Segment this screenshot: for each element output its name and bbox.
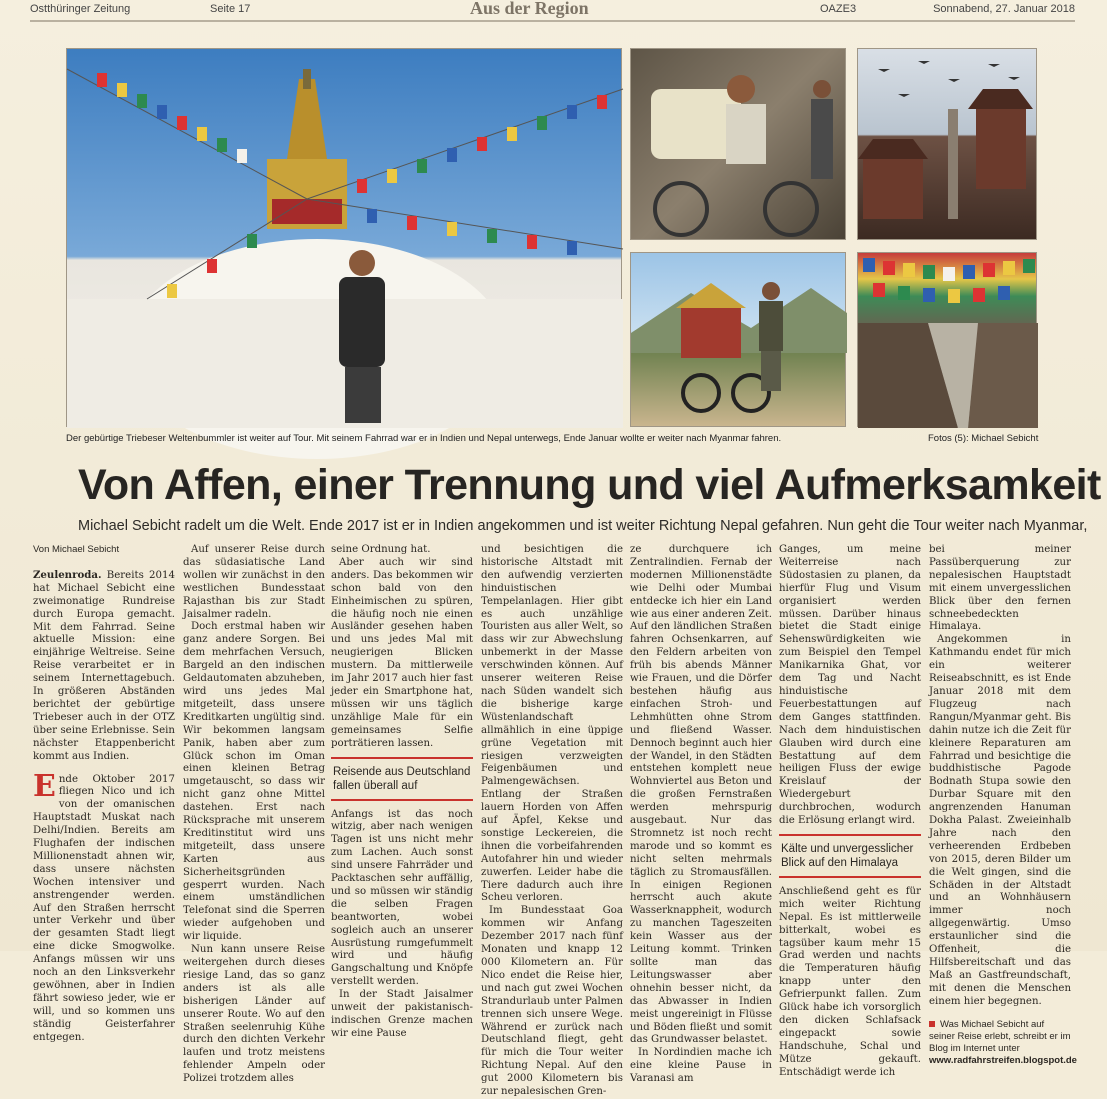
page-header xyxy=(30,0,1075,22)
photo-caption: Der gebürtige Triebeser Weltenbummler ist weiter auf Tour. Mit seinem Fahrrad war er in Indien und Nepal unterwegs, Ende Januar wollte er weiter nach Myanmar fahren. xyxy=(66,433,782,444)
body-paragraph: bei meiner Passüberquerung zur nepalesischen Hauptstadt mit einem unvergesslichen Blick über den fernen schneebedeckten Himalaya. xyxy=(929,544,1071,633)
article-column-4 xyxy=(481,544,623,1098)
photo-loaded-bicycle xyxy=(630,252,846,427)
blog-url: www.radfahrstreifen.blogspot.de xyxy=(929,1054,1077,1066)
body-paragraph: Doch erstmal haben wir ganz andere Sorgen. Bei dem mehrfachen Versuch, Bargeld an den indischen Geldautomaten abzuheben, wird uns jedes Mal mitgeteilt, dass unsere Kreditkarten ungültig sind. Wir bekommen langsam Panik, haben aber zum Glück schon im Oman einen kleinen Betrag umgetauscht, so dass wir nicht ganz ohne Mittel dastehen. Erst nach Rücksprache mit unserem Kreditinstitut wird uns mitgeteilt, dass unsere Karten aus Sicherheitsgründen gesperrt wurden. Nach einem umständlichen Telefonat sind die Sperren wieder aufgehoben und wir liquide. xyxy=(183,621,325,943)
body-paragraph: Anfangs ist das noch witzig, aber nach wenigen Tagen ist uns nicht mehr zum Lachen. Auch sonst sind unsere Fahrräder und Packtaschen sehr auffällig, und so müssen wir ständig die selben Fragen beantworten, wobei sogleich auch an unserer Ausrüstung rumgefummelt wird und häufig Gangschaltung und Knöpfe verstellt werden. xyxy=(331,808,473,988)
subheading: Kälte und unvergesslicher Blick auf den Himalaya xyxy=(779,834,921,878)
byline: Von Michael Sebicht xyxy=(33,544,120,555)
body-text: nde Oktober 2017 fliegen Nico und ich von der omanischen Hauptstadt Muskat nach Delhi/Indien. Bereits am Flughafen der indischen Millionenstadt ahnen wir, dass unsere nächsten Wochen intensiver und anstrengender werden. Auf den Straßen herrscht unter Verkehr und über der gesamten Stadt liegt eine dicke Smogwolke. Anfangs müssen wir uns noch an den Linksverkehr gewöhnen, aber in Indien fährt sowieso jeder, wie er will, und so kommen uns ständig Geisterfahrer entgegen. xyxy=(33,773,175,1043)
body-paragraph: und besichtigen die historische Altstadt mit den aufwendig verzierten hinduistischen Tempelanlagen. Hier gibt es auch unzählige Touristen aus aller Welt, so dass wir zur Abwechslung unbemerkt in der Masse verschwinden können. Auf unserer weiteren Reise nach Süden wandelt sich die bisherige karge Wüstenlandschaft allmählich in eine üppige grüne Vegetation mit riesigen verzweigten Feigenbäumen und Palmengewächsen. Entlang der Straßen lauern Horden von Affen auf Äpfel, Kekse und sonstige Leckereien, die ihnen die vorbeifahrenden Autofahrer hin und wieder zuwerfen. Leider habe die Tiere dadurch auch ihre Scheu verloren. xyxy=(481,544,623,904)
body-paragraph: Ganges, um meine Weiterreise nach Südostasien zu planen, da hierfür Flug und Visum organisiert werden müssen. Darüber hinaus bietet die Stadt einige Sehenswürdigkeiten wie zum Beispiel den Tempel Manikarnika Ghat, vor dem Tag und Nacht hinduistische Feuerbestattungen auf dem Ganges stattfinden. Nach dem hinduistischen Glauben wird durch eine Bestattung auf dem heiligen Fluss der ewige Kreislauf der Wiedergeburt durchbrochen, wodurch die Erlösung erlangt wird. xyxy=(779,544,921,827)
edition-code: OAZE3 xyxy=(820,3,857,15)
issue-date: Sonnabend, 27. Januar 2018 xyxy=(933,3,1075,15)
infobox-text: Was Michael Sebicht auf seiner Reise erlebt, schreibt er im Blog im Internet unter xyxy=(929,1018,1071,1054)
article-column-3 xyxy=(331,544,473,1039)
body-paragraph: ze durchquere ich Zentralindien. Fernab der modernen Millionenstädte wie Delhi oder Mumbai entdecke ich hier ein Land wie aus einer anderen Zeit. Auf den ländlichen Straßen fahren Ochsenkarren, auf den Feldern arbeiten von früh bis abends Männer wie Frauen, und die Dörfer bestehen häufig aus einfachen Stroh- und Lehmhütten ohne Strom und fließend Wasser. Dennoch beginnt auch hier der Wandel, in den Städten entstehen komplett neue Wohnviertel aus Beton und die großen Fernstraßen werden mehrspurig ausgebaut. Nur das Stromnetz ist noch recht marode und so kommt es nicht selten mehrmals täglich zu Stromausfällen. In einigen Regionen herrscht auch akute Wasserknappheit, wodurch zu manchen Tageszeiten kein Wasser aus der Leitung kommt. Trinken sollte man das Leitungswasser aber ohnehin besser nicht, da das Abwasser in Indien meist ungereinigt in Flüsse und Böden fließt und somit das Grundwasser belastet. xyxy=(630,544,772,1046)
body-paragraph: Anschließend geht es für mich weiter Richtung Nepal. Es ist mittlerweile bitterkalt, wobei es tagsüber kaum mehr 15 Grad werden und nachts die Temperaturen häufig knapp unter den Gefrierpunkt fallen. Zum Glück habe ich vorsorglich den dicken Schlafsack eingepackt sowie Handschuhe, Schal und Mütze gekauft. Entschädigt werde ich xyxy=(779,885,921,1078)
dateline: Zeulenroda. xyxy=(33,568,102,581)
body-paragraph: seine Ordnung hat. xyxy=(331,544,431,555)
bullet-square-icon xyxy=(929,1021,935,1027)
photo-street-flags xyxy=(857,252,1037,427)
body-paragraph: Aber auch wir sind anders. Das bekommen wir schon bald von den Einheimischen zu spüren, die häufig noch nie einen Ausländer gesehen haben und uns jedes Mal mit neugierigen Blicken mustern. Da mittlerweile im Jahr 2017 auch hier fast jeder ein Smartphone hat, müssen wir uns täglich unzählige Male für ein gemeinsames Selfie porträtieren lassen. xyxy=(331,556,473,749)
article-column-1 xyxy=(33,544,175,1043)
intro-paragraph xyxy=(33,569,175,764)
photo-cycle-rickshaw xyxy=(630,48,846,240)
article-column-5 xyxy=(630,544,772,1085)
newspaper-name: Ostthüringer Zeitung xyxy=(30,3,131,15)
article-column-6 xyxy=(779,544,921,1078)
article-headline: Von Affen, einer Trennung und viel Aufmerksamkeit xyxy=(78,461,1101,509)
article-column-2 xyxy=(183,544,325,1085)
article-subline: Michael Sebicht radelt um die Welt. Ende 2017 ist er in Indien angekommen und ist weiter Richtung Nepal gefahren. Nun geht die Tour weiter nach Myanmar, xyxy=(78,518,1088,534)
photo-stupa-cyclist xyxy=(66,48,622,427)
body-paragraph: Im Bundesstaat Goa kommen wir Anfang Dezember 2017 nach fünf Monaten und knapp 12 000 Kilometern an. Für Nico endet die Reise hier, und nach gut zwei Wochen Strandurlaub unter Palmen trennen sich unsere Wege. Während er zurück nach Deutschland fliegt, geht für mich die Tour weiter Richtung Nepal. Auf den gut 2000 Kilometern bis zur nepalesischen Gren- xyxy=(481,905,623,1098)
subheading: Reisende aus Deutschland fallen überall auf xyxy=(331,757,473,801)
drop-cap: E xyxy=(33,768,56,804)
body-paragraph: Auf unserer Reise durch das südasiatische Land wollen wir zunächst in den westlichen Bundesstaat Rajasthan bis zur Stadt Jaisalmer radeln. xyxy=(183,544,325,620)
photo-temple-pigeons xyxy=(857,48,1037,240)
section-title: Aus der Region xyxy=(470,0,589,18)
body-paragraph: Nun kann unsere Reise weitergehen durch dieses riesige Land, das so ganz anders ist als alle bisherigen Länder auf unserer Route. Wo auf den Straßen seelenruhig Kühe durch den dichten Verkehr laufen und trotz meistens fehlender Ampeln oder Polizei trotzdem alles xyxy=(183,944,325,1085)
body-paragraph: Angekommen in Kathmandu endet für mich ein weiterer Reiseabschnitt, es ist Ende Januar 2018 mit dem Flugzeug nach Rangun/Myanmar geht. Bis dahin nutze ich die Zeit für kleinere Reparaturen am Fahrrad und besichtige die buddhistische Pagode Bodnath Stupa sowie den Durbar Square mit den angrenzenden Hanuman Dokha Palast. Zweieinhalb Jahre nach den verheerenden Erdbeben von 2015, deren Bilder um die Welt gingen, sind die Schäden in der Altstadt und an Wohnhäusern immer noch allgegenwärtig. Umso erstaunlicher sind die Offenheit, die Hilfsbereitschaft und das Maß an Gastfreundschaft, mit denen die Menschen einem hier begegnen. xyxy=(929,634,1071,1007)
body-paragraph xyxy=(33,768,175,1045)
intro-text: Bereits 2014 hat Michael Sebicht eine zweimonatige Rundreise durch Europa gemacht. Mit dem Fahrrad. Seine aktuelle Mission: eine einjährige Weltreise. Seine Reise verarbeitet er in seinem Internettagebuch. In größeren Abständen berichtet der gebürtige Triebeser auch in der OTZ über seine Erlebnisse. Sein nächster Etappenbericht kommt aus Indien. xyxy=(33,569,175,762)
page-number: Seite 17 xyxy=(210,3,251,15)
photo-credit: Fotos (5): Michael Sebicht xyxy=(928,433,1039,444)
article-column-7 xyxy=(929,544,1077,1066)
blog-infobox xyxy=(929,1018,1077,1067)
body-paragraph: In der Stadt Jaisalmer unweit der pakistanisch-indischen Grenze machen wir eine Pause xyxy=(331,989,473,1039)
body-paragraph: In Nordindien mache ich eine kleine Pause in Varanasi am xyxy=(630,1047,772,1085)
